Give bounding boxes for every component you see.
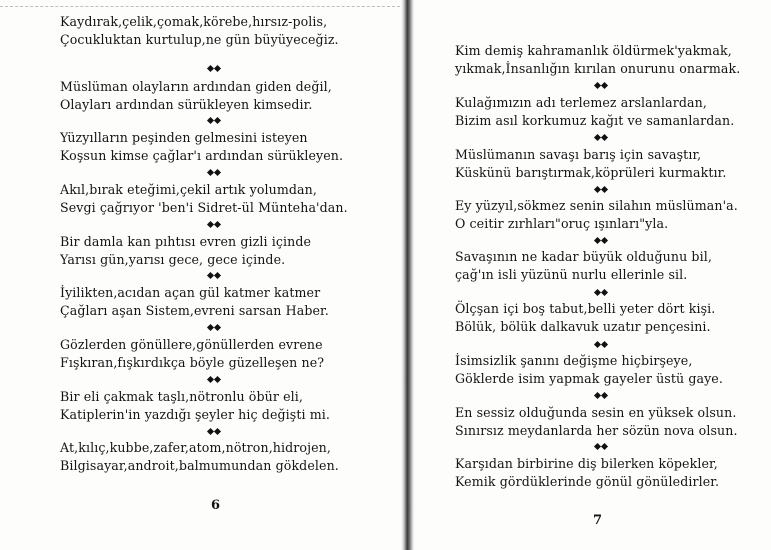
- verse-line: İyilikten,acıdan açan gül katmer katmer: [60, 285, 321, 300]
- stanza-ornament: [207, 272, 221, 280]
- verse-line: Gözlerden gönüllere,gönüllerden evrene: [60, 337, 323, 352]
- stanza-ornament: [207, 324, 221, 332]
- verse-line: Bizim asıl korkumuz kağıt ve samanlardan.: [455, 113, 735, 128]
- stanza: [455, 455, 755, 491]
- verse-line: Bir damla kan pıhtısı evren gizli içinde: [60, 234, 312, 249]
- verse-line: Kulağımızın adı terlemez arslanlardan,: [455, 95, 707, 110]
- page-number: 6: [211, 498, 221, 513]
- stanza: [60, 388, 390, 424]
- verse-line: İsimsizlik şanını değişme hiçbirşeye,: [455, 353, 693, 368]
- stanza: [455, 300, 755, 336]
- stanza-ornament: [207, 221, 221, 229]
- verse-line: Göklerde isim yapmak gayeler üstü gaye.: [455, 371, 723, 386]
- stanza: [455, 352, 755, 388]
- verse-line: At,kılıç,kubbe,zafer,atom,nötron,hidrojen,: [60, 440, 331, 455]
- verse-line: Yüzyılların peşinden gelmesini isteyen: [60, 130, 308, 145]
- stanza-ornament: [207, 428, 221, 436]
- stanza: [60, 78, 390, 114]
- stanza-ornament: [594, 82, 608, 90]
- verse-line: Bölük, bölük dalkavuk uzatır pençesini.: [455, 319, 711, 334]
- left-page: [60, 0, 390, 550]
- verse-line: Çocukluktan kurtulup,ne gün büyüyeceğiz.: [60, 32, 339, 47]
- page-number: 7: [593, 513, 603, 528]
- verse-line: Olayları ardından sürükleyen kimsedir.: [60, 97, 313, 112]
- stanza: [455, 248, 755, 284]
- stanza: [455, 94, 755, 130]
- stanza: [455, 404, 755, 440]
- verse-line: En sessiz olduğunda sesin en yüksek olsun.: [455, 405, 737, 420]
- stanza-ornament: [207, 117, 221, 125]
- stanza: [455, 42, 755, 78]
- verse-line: Koşsun kimse çağlar'ı ardından sürükleyen.: [60, 148, 344, 163]
- verse-line: Kemik gördüklerinde gönül gönüledirler.: [455, 474, 720, 489]
- stanza-ornament: [594, 186, 608, 194]
- verse-line: Ölçşan içi boş tabut,belli yeter dört kişi.: [455, 301, 716, 316]
- verse-line: Kaydırak,çelik,çomak,körebe,hırsız-polis,: [60, 14, 328, 29]
- verse-line: Akıl,bırak eteğimi,çekil artık yolumdan,: [60, 182, 317, 197]
- verse-line: Bir eli çakmak taşlı,nötronlu öbür eli,: [60, 389, 303, 404]
- stanza: [60, 129, 390, 165]
- verse-line: Müslüman olayların ardından giden değil,: [60, 79, 332, 94]
- book-gutter: [401, 0, 415, 550]
- stanza-ornament: [594, 443, 608, 451]
- verse-line: O ceitir zırhları"oruç ışınları"yla.: [455, 216, 669, 231]
- verse-line: Sınırsız meydanlarda her sözün nova olsun.: [455, 423, 738, 438]
- stanza-ornament: [207, 169, 221, 177]
- verse-line: Karşıdan birbirine diş bilerken köpekler,: [455, 456, 718, 471]
- verse-line: Savaşının ne kadar büyük olduğunu bil,: [455, 249, 712, 264]
- stanza: [60, 284, 390, 320]
- verse-line: Fışkıran,fışkırdıkça böyle güzelleşen ne?: [60, 355, 325, 370]
- verse-line: Müslümanın savaşı barış için savaştır,: [455, 147, 702, 162]
- verse-line: Küskünü barıştırmak,köprüleri kurmaktır.: [455, 165, 727, 180]
- verse-line: Çağları aşan Sistem,evreni sarsan Haber.: [60, 303, 329, 318]
- verse-line: çağ'ın isli yüzünü nurlu ellerinle sil.: [455, 267, 688, 282]
- stanza-ornament: [594, 134, 608, 142]
- stanza: [60, 439, 390, 475]
- verse-line: Bilgisayar,androit,balmumundan gökdelen.: [60, 458, 339, 473]
- verse-line: yıkmak,İnsanlığın kırılan onurunu onarmak.: [455, 61, 741, 76]
- verse-line: Ey yüzyıl,sökmez senin silahın müslüman'a.: [455, 198, 738, 213]
- verse-line: Yarısı gün,yarısı gece, gece içinde.: [60, 252, 286, 267]
- verse-line: Kim demiş kahramanlık öldürmek'yakmak,: [455, 43, 732, 58]
- stanza-ornament: [594, 392, 608, 400]
- verse-line: Sevgi çağrıyor 'ben'i Sidret-ül Münteha'dan.: [60, 200, 348, 215]
- stanza: [60, 233, 390, 269]
- stanza-ornament: [594, 341, 608, 349]
- stanza: [60, 336, 390, 372]
- stanza: [455, 197, 755, 233]
- stanza-ornament: [594, 237, 608, 245]
- stanza: [60, 13, 390, 49]
- stanza-ornament: [207, 376, 221, 384]
- verse-line: Katiplerin'in yazdığı şeyler hiç değişti mi.: [60, 407, 331, 422]
- right-page: [455, 0, 755, 550]
- stanza: [455, 146, 755, 182]
- stanza-ornament: [207, 65, 221, 73]
- stanza: [60, 181, 390, 217]
- stanza-ornament: [594, 289, 608, 297]
